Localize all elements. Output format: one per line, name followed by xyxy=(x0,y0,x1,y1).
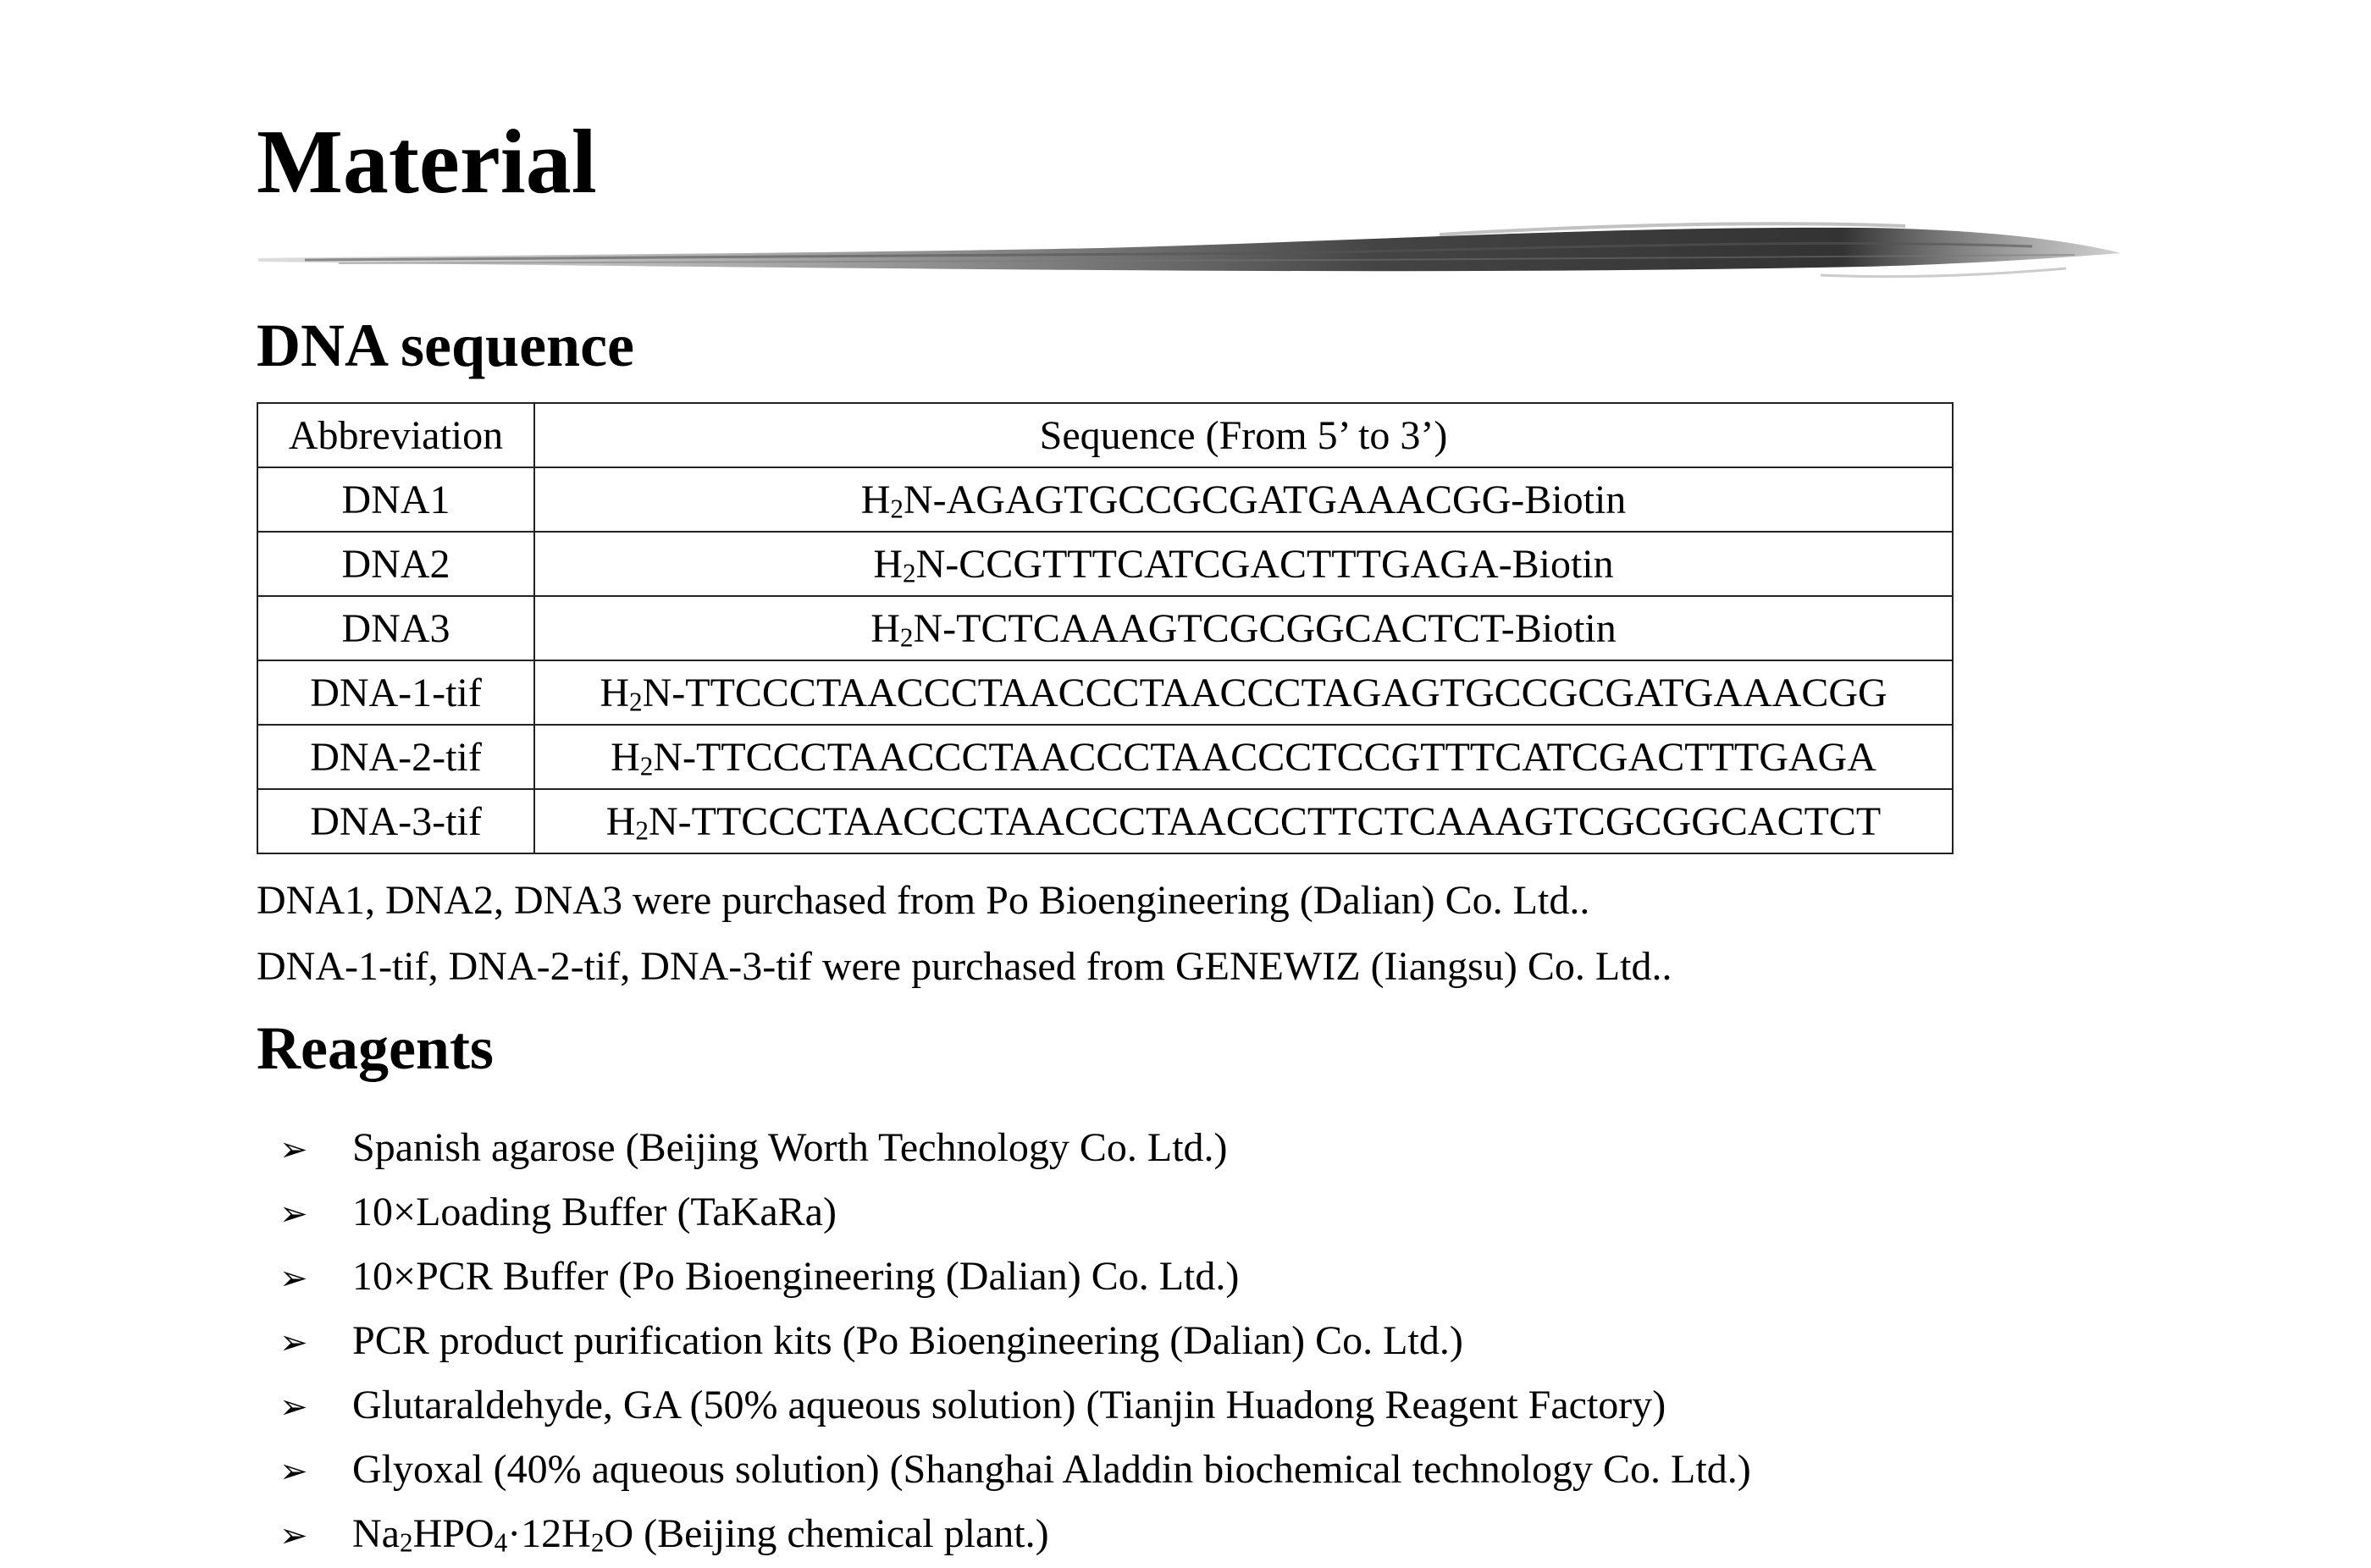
table-row xyxy=(257,467,1953,532)
column-header-abbreviation: Abbreviation xyxy=(257,403,534,467)
purchase-note: DNA-1-tif, DNA-2-tif, DNA-3-tif were purchased from GENEWIZ (Iiangsu) Co. Ltd.. xyxy=(257,944,1672,989)
brush-stroke-divider xyxy=(254,216,2125,301)
column-header-sequence: Sequence (From 5’ to 3’) xyxy=(534,403,1953,467)
table-row xyxy=(257,660,1953,725)
sequence-cell: $H_2N-CCGTTTCATCGACTTTGAGA$-Biotin xyxy=(534,532,1953,596)
dna-sequence-table xyxy=(257,402,1954,854)
list-item: ➢ 10×Loading Buffer (TaKaRa) xyxy=(279,1180,1751,1245)
sequence-cell: $H_2N-TCTCAAAGTCGCGGCACTCT$-Biotin xyxy=(534,596,1953,660)
list-item: ➢ 10×PCR Buffer (Po Bioengineering (Dalian) Co. Ltd.) xyxy=(279,1245,1751,1309)
arrow-bullet-icon: ➢ xyxy=(279,1452,308,1491)
list-item: ➢ PCR product purification kits (Po Bioengineering (Dalian) Co. Ltd.) xyxy=(279,1309,1751,1373)
abbreviation-cell: DNA-3-tif xyxy=(257,789,534,853)
abbreviation-cell: DNA1 xyxy=(257,467,534,532)
sequence-cell: $H_2N-AGAGTGCCGCGATGAAACGG$-Biotin xyxy=(534,467,1953,532)
page-title: Material xyxy=(257,112,597,213)
table-row xyxy=(257,532,1953,596)
reagents-list xyxy=(279,1116,1751,1566)
arrow-bullet-icon: ➢ xyxy=(279,1130,308,1169)
sequence-cell: $H_2N$-TTCCCTAACCCTAACCCTAACCCTTCTCAAAGTCGCGGCACTCT xyxy=(534,789,1953,853)
table-row xyxy=(257,596,1953,660)
table-row xyxy=(257,789,1953,853)
reagents-heading: Reagents xyxy=(257,1014,494,1082)
list-item: ➢ Glyoxal (40% aqueous solution) (Shanghai Aladdin biochemical technology Co. Ltd.) xyxy=(279,1438,1751,1502)
sequence-cell: $H_2N$-TTCCCTAACCCTAACCCTAACCCTCCGTTTCATCGACTTTGAGA xyxy=(534,725,1953,789)
abbreviation-cell: DNA2 xyxy=(257,532,534,596)
table-row xyxy=(257,725,1953,789)
arrow-bullet-icon: ➢ xyxy=(279,1516,308,1555)
dna-sequence-heading: DNA sequence xyxy=(257,312,634,379)
purchase-note: DNA1, DNA2, DNA3 were purchased from Po Bioengineering (Dalian) Co. Ltd.. xyxy=(257,878,1590,923)
arrow-bullet-icon: ➢ xyxy=(279,1195,308,1234)
abbreviation-cell: DNA-2-tif xyxy=(257,725,534,789)
abbreviation-cell: DNA-1-tif xyxy=(257,660,534,725)
abbreviation-cell: DNA3 xyxy=(257,596,534,660)
arrow-bullet-icon: ➢ xyxy=(279,1388,308,1427)
arrow-bullet-icon: ➢ xyxy=(279,1323,308,1362)
sequence-cell: $H_2N$-TTCCCTAACCCTAACCCTAACCCTAGAGTGCCGCGATGAAACGG xyxy=(534,660,1953,725)
list-item: ➢ Glutaraldehyde, GA (50% aqueous solution) (Tianjin Huadong Reagent Factory) xyxy=(279,1373,1751,1438)
arrow-bullet-icon: ➢ xyxy=(279,1259,308,1298)
table-header-row xyxy=(257,403,1953,467)
list-item: ➢ Spanish agarose (Beijing Worth Technology Co. Ltd.) xyxy=(279,1116,1751,1180)
list-item: ➢ $Na_2HPO_4\cdot 12H_2O$ (Beijing chemical plant.) xyxy=(279,1502,1751,1566)
